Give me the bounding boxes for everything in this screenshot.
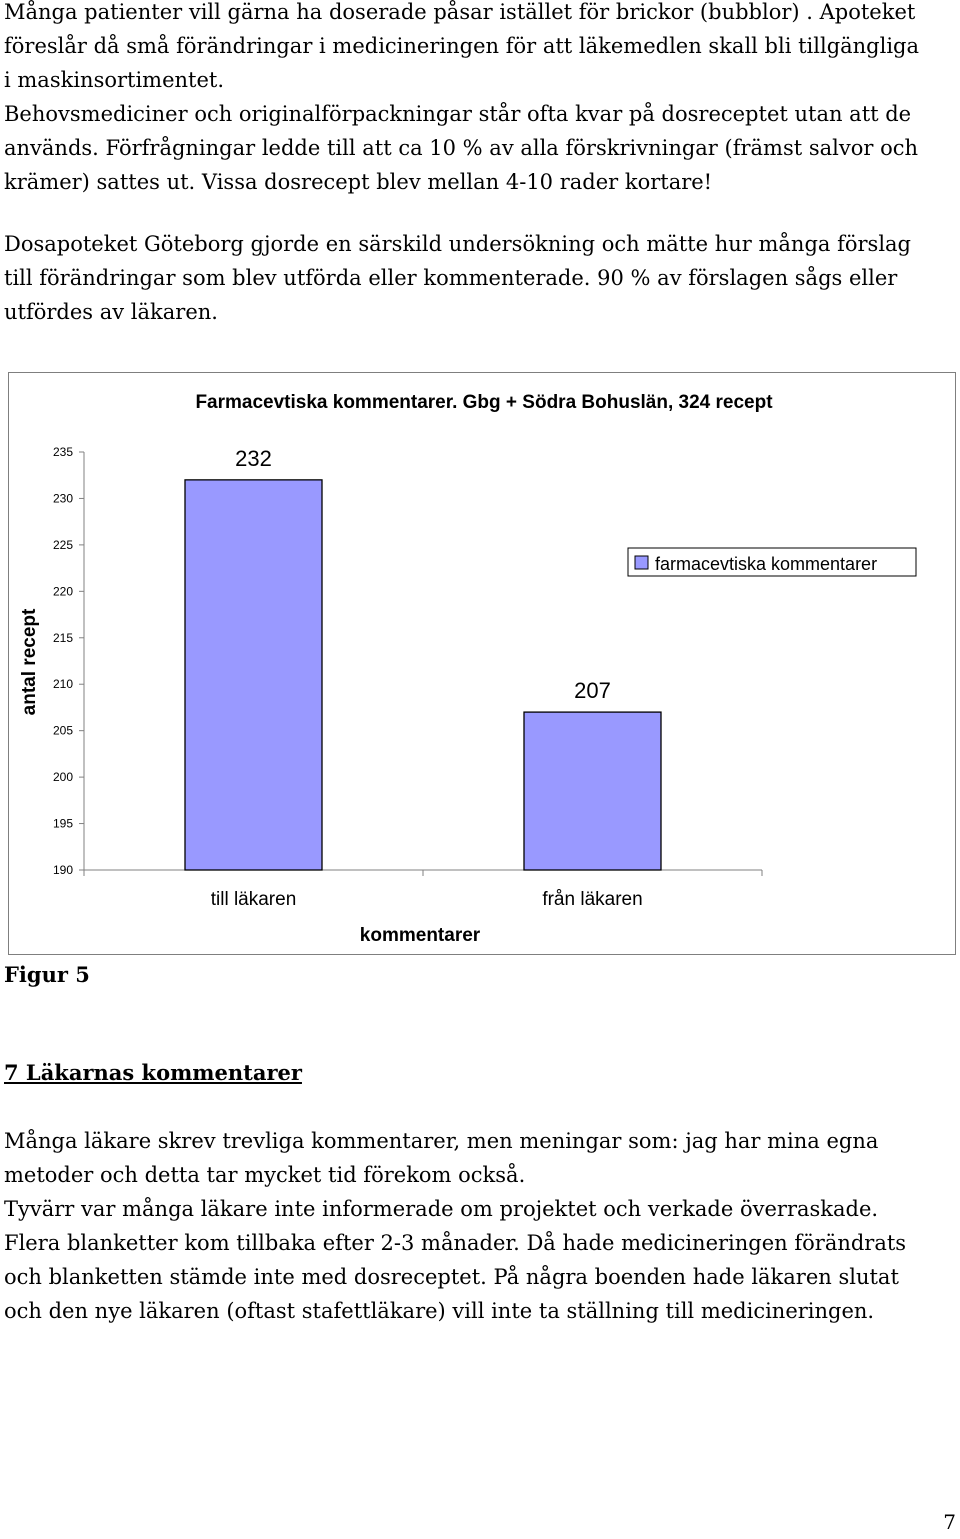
section-heading: 7 Läkarnas kommentarer — [4, 1060, 302, 1085]
text-line: utfördes av läkaren. — [4, 300, 218, 324]
text-line: Många läkare skrev trevliga kommentarer, men meningar som: jag har mina egna — [4, 1129, 879, 1153]
y-tick-label: 220 — [52, 584, 73, 599]
text-line: krämer) sattes ut. Vissa dosrecept blev mellan 4-10 rader kortare! — [4, 170, 713, 194]
text-line: och den nye läkaren (oftast stafettläkare) vill inte ta ställning till medicineringen. — [4, 1299, 875, 1323]
y-axis-title: antal recept — [19, 608, 40, 716]
text-line: föreslår då små förändringar i medicineringen för att läkemedlen skall bli tillgängliga — [4, 34, 920, 58]
figure-caption: Figur 5 — [4, 962, 90, 987]
paragraph-doctors-comments — [4, 1124, 958, 1328]
legend-label: farmacevtiska kommentarer — [655, 554, 878, 574]
page-number: 7 — [943, 1510, 956, 1534]
text-line: Behovsmediciner och originalförpackningar står ofta kvar på dosreceptet utan att de — [4, 102, 912, 126]
legend-swatch — [635, 556, 648, 569]
paragraph-dose-bags — [4, 0, 958, 199]
text-line: Många patienter vill gärna ha doserade påsar istället för brickor (bubblor) . Apoteket — [4, 0, 916, 24]
data-label: 232 — [235, 445, 272, 471]
text-line: och blanketten stämde inte med dosreceptet. På några boenden hade läkaren slutat — [4, 1265, 899, 1289]
chart-title: Farmacevtiska kommentarer. Gbg + Södra Bohuslän, 324 recept — [195, 392, 773, 413]
bar-2 — [524, 712, 661, 870]
paragraph-dosapoteket — [4, 227, 958, 329]
text-line: metoder och detta tar mycket tid förekom också. — [4, 1163, 526, 1187]
y-tick-label: 230 — [52, 491, 73, 506]
x-tick-label: från läkaren — [542, 889, 643, 910]
text-line: Dosapoteket Göteborg gjorde en särskild undersökning och mätte hur många förslag — [4, 232, 911, 256]
y-tick-label: 195 — [52, 816, 73, 831]
y-tick-label: 190 — [52, 863, 73, 877]
y-tick-label: 215 — [52, 630, 73, 645]
x-tick-label: till läkaren — [210, 889, 297, 910]
text-line: används. Förfrågningar ledde till att ca 10 % av alla förskrivningar (främst salvor och — [4, 136, 919, 160]
y-tick-label: 210 — [52, 677, 73, 692]
text-line: i maskinsortimentet. — [4, 68, 225, 92]
text-line: Tyvärr var många läkare inte informerade om projektet och verkade överraskade. — [4, 1197, 879, 1221]
text-line: Flera blanketter kom tillbaka efter 2-3 månader. Då hade medicineringen förändrats — [4, 1231, 907, 1255]
data-label: 207 — [574, 678, 611, 704]
text-line: till förändringar som blev utförda eller kommenterade. 90 % av förslagen sågs eller — [4, 266, 898, 290]
bar-1 — [185, 480, 322, 870]
y-tick-label: 235 — [52, 445, 73, 459]
y-tick-label: 225 — [52, 537, 73, 552]
bar-chart — [8, 372, 956, 955]
y-tick-label: 205 — [52, 723, 73, 738]
x-axis-title: kommentarer — [359, 925, 481, 946]
y-tick-label: 200 — [52, 770, 73, 785]
